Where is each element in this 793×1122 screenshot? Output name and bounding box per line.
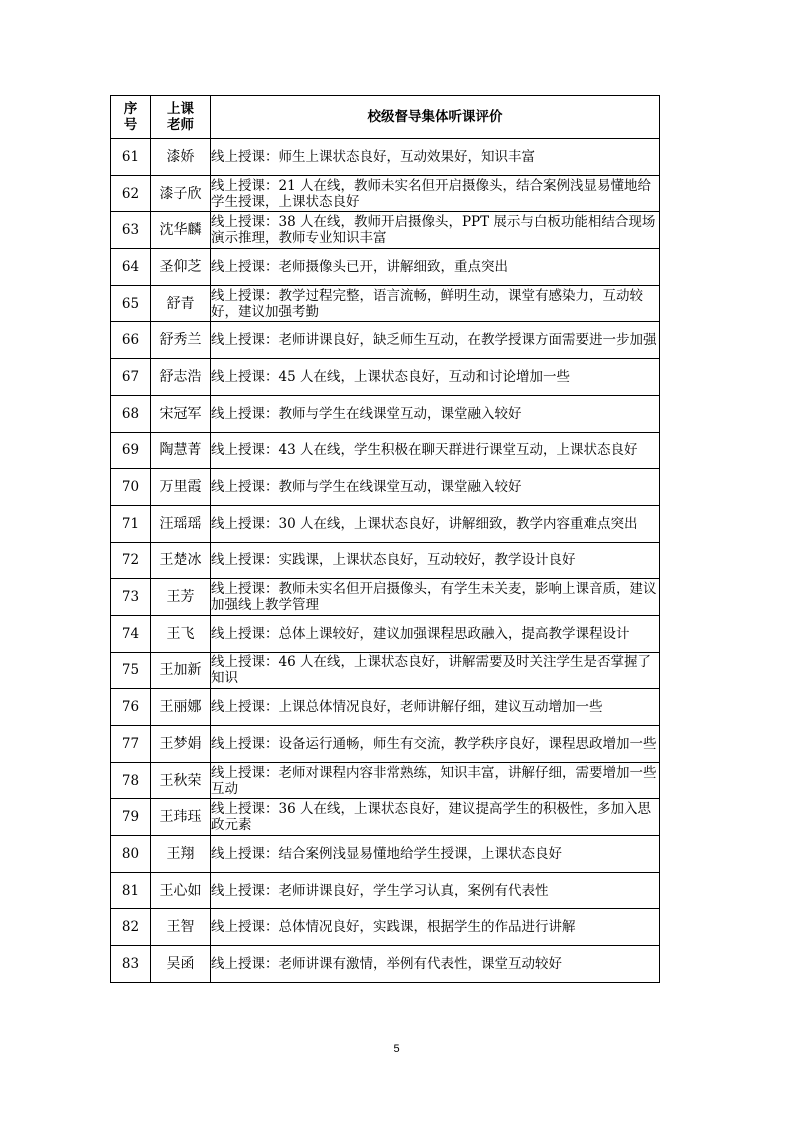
row-teacher-name: 漆子欣 bbox=[151, 175, 211, 212]
row-evaluation: 线上授课：老师摄像头已开，讲解细致，重点突出 bbox=[211, 249, 660, 286]
row-serial-number: 65 bbox=[111, 285, 151, 322]
row-serial-number: 80 bbox=[111, 836, 151, 873]
row-evaluation: 线上授课：老师对课程内容非常熟练，知识丰富，讲解仔细，需要增加一些互动 bbox=[211, 762, 660, 799]
row-evaluation: 线上授课：结合案例浅显易懂地给学生授课，上课状态良好 bbox=[211, 836, 660, 873]
row-evaluation: 线上授课：教师与学生在线课堂互动，课堂融入较好 bbox=[211, 395, 660, 432]
row-teacher-name: 王秋荣 bbox=[151, 762, 211, 799]
row-evaluation: 线上授课：老师讲课有激情，举例有代表性，课堂互动较好 bbox=[211, 946, 660, 983]
table-row bbox=[111, 359, 660, 396]
table-row bbox=[111, 652, 660, 689]
row-serial-number: 78 bbox=[111, 762, 151, 799]
row-teacher-name: 舒志浩 bbox=[151, 359, 211, 396]
table-row bbox=[111, 579, 660, 616]
row-teacher-name: 汪瑶瑶 bbox=[151, 505, 211, 542]
header-evaluation: 校级督导集体听课评价 bbox=[211, 96, 660, 139]
table-row bbox=[111, 689, 660, 726]
row-serial-number: 66 bbox=[111, 322, 151, 359]
table-row bbox=[111, 799, 660, 836]
table-row bbox=[111, 946, 660, 983]
row-serial-number: 77 bbox=[111, 726, 151, 763]
row-teacher-name: 圣仰芝 bbox=[151, 249, 211, 286]
row-teacher-name: 舒青 bbox=[151, 285, 211, 322]
page-number: 5 bbox=[393, 1043, 400, 1055]
table-row bbox=[111, 175, 660, 212]
table-row bbox=[111, 469, 660, 506]
table-row bbox=[111, 909, 660, 946]
row-serial-number: 79 bbox=[111, 799, 151, 836]
table-row bbox=[111, 322, 660, 359]
table-row bbox=[111, 542, 660, 579]
row-serial-number: 62 bbox=[111, 175, 151, 212]
row-teacher-name: 宋冠军 bbox=[151, 395, 211, 432]
table-body bbox=[111, 139, 660, 983]
row-teacher-name: 王智 bbox=[151, 909, 211, 946]
row-teacher-name: 王飞 bbox=[151, 615, 211, 652]
row-evaluation: 线上授课：45 人在线，上课状态良好，互动和讨论增加一些 bbox=[211, 359, 660, 396]
row-serial-number: 61 bbox=[111, 139, 151, 176]
row-serial-number: 83 bbox=[111, 946, 151, 983]
row-evaluation: 线上授课：21 人在线，教师未实名但开启摄像头，结合案例浅显易懂地给学生授课，上课状态良好 bbox=[211, 175, 660, 212]
row-serial-number: 69 bbox=[111, 432, 151, 469]
row-evaluation: 线上授课：老师讲课良好，缺乏师生互动，在教学授课方面需要进一步加强 bbox=[211, 322, 660, 359]
row-serial-number: 73 bbox=[111, 579, 151, 616]
table-row bbox=[111, 505, 660, 542]
row-evaluation: 线上授课：43 人在线，学生积极在聊天群进行课堂互动，上课状态良好 bbox=[211, 432, 660, 469]
table-row bbox=[111, 249, 660, 286]
row-evaluation: 线上授课：师生上课状态良好，互动效果好，知识丰富 bbox=[211, 139, 660, 176]
table-row bbox=[111, 836, 660, 873]
table-row bbox=[111, 395, 660, 432]
row-evaluation: 线上授课：总体情况良好，实践课，根据学生的作品进行讲解 bbox=[211, 909, 660, 946]
table-row bbox=[111, 615, 660, 652]
row-serial-number: 70 bbox=[111, 469, 151, 506]
row-teacher-name: 沈华麟 bbox=[151, 212, 211, 249]
row-serial-number: 64 bbox=[111, 249, 151, 286]
row-evaluation: 线上授课：36 人在线，上课状态良好，建议提高学生的积极性，多加入思政元素 bbox=[211, 799, 660, 836]
row-teacher-name: 王加新 bbox=[151, 652, 211, 689]
row-evaluation: 线上授课：教师未实名但开启摄像头，有学生未关麦，影响上课音质，建议加强线上教学管理 bbox=[211, 579, 660, 616]
table-row bbox=[111, 726, 660, 763]
table-row bbox=[111, 872, 660, 909]
table-row bbox=[111, 139, 660, 176]
row-evaluation: 线上授课：46 人在线，上课状态良好，讲解需要及时关注学生是否掌握了知识 bbox=[211, 652, 660, 689]
row-teacher-name: 王翔 bbox=[151, 836, 211, 873]
row-teacher-name: 王心如 bbox=[151, 872, 211, 909]
row-evaluation: 线上授课：30 人在线，上课状态良好，讲解细致，教学内容重难点突出 bbox=[211, 505, 660, 542]
row-teacher-name: 万里霞 bbox=[151, 469, 211, 506]
row-evaluation: 线上授课：教师与学生在线课堂互动，课堂融入较好 bbox=[211, 469, 660, 506]
row-teacher-name: 王芳 bbox=[151, 579, 211, 616]
row-evaluation: 线上授课：上课总体情况良好，老师讲解仔细，建议互动增加一些 bbox=[211, 689, 660, 726]
row-evaluation: 线上授课：老师讲课良好，学生学习认真，案例有代表性 bbox=[211, 872, 660, 909]
row-teacher-name: 王梦娟 bbox=[151, 726, 211, 763]
row-serial-number: 76 bbox=[111, 689, 151, 726]
row-serial-number: 72 bbox=[111, 542, 151, 579]
table-header bbox=[111, 96, 660, 139]
row-teacher-name: 舒秀兰 bbox=[151, 322, 211, 359]
row-evaluation: 线上授课：实践课，上课状态良好，互动较好，教学设计良好 bbox=[211, 542, 660, 579]
table-row bbox=[111, 285, 660, 322]
row-evaluation: 线上授课：总体上课较好，建议加强课程思政融入，提高教学课程设计 bbox=[211, 615, 660, 652]
row-evaluation: 线上授课：设备运行通畅，师生有交流，教学秩序良好，课程思政增加一些 bbox=[211, 726, 660, 763]
evaluation-table bbox=[110, 95, 660, 983]
row-teacher-name: 王玮珏 bbox=[151, 799, 211, 836]
row-serial-number: 63 bbox=[111, 212, 151, 249]
row-evaluation: 线上授课：38 人在线，教师开启摄像头，PPT 展示与白板功能相结合现场演示推理，教师专业知识丰富 bbox=[211, 212, 660, 249]
table-row bbox=[111, 212, 660, 249]
row-teacher-name: 王丽娜 bbox=[151, 689, 211, 726]
row-serial-number: 82 bbox=[111, 909, 151, 946]
header-serial-number: 序 号 bbox=[111, 96, 151, 139]
row-serial-number: 81 bbox=[111, 872, 151, 909]
row-evaluation: 线上授课：教学过程完整，语言流畅，鲜明生动，课堂有感染力，互动较好，建议加强考勤 bbox=[211, 285, 660, 322]
row-serial-number: 68 bbox=[111, 395, 151, 432]
row-teacher-name: 吴函 bbox=[151, 946, 211, 983]
row-serial-number: 71 bbox=[111, 505, 151, 542]
table-row bbox=[111, 762, 660, 799]
row-teacher-name: 王楚冰 bbox=[151, 542, 211, 579]
row-teacher-name: 漆娇 bbox=[151, 139, 211, 176]
table-row bbox=[111, 432, 660, 469]
header-teacher: 上课 老师 bbox=[151, 96, 211, 139]
row-serial-number: 67 bbox=[111, 359, 151, 396]
row-serial-number: 75 bbox=[111, 652, 151, 689]
row-serial-number: 74 bbox=[111, 615, 151, 652]
row-teacher-name: 陶慧菁 bbox=[151, 432, 211, 469]
